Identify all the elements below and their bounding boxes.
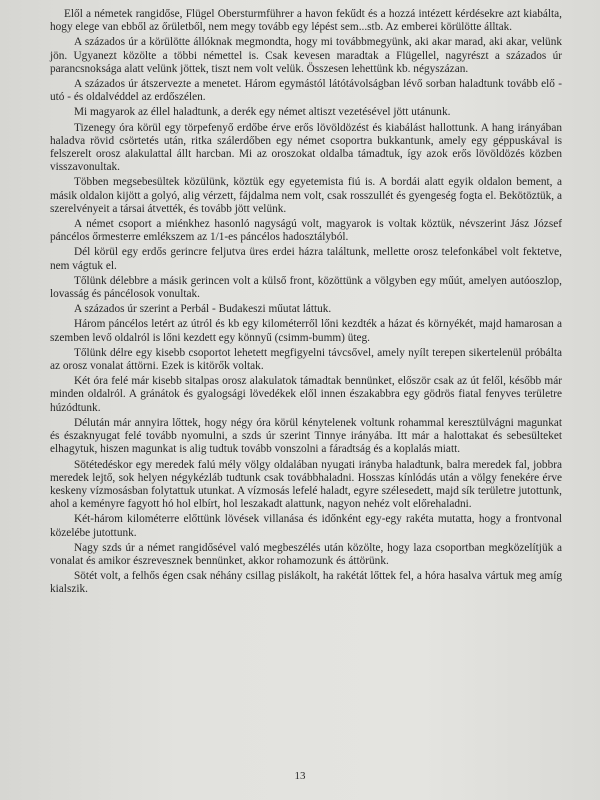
paragraph: Három páncélos letért az útról és kb egy kilométerről lőni kezdték a házat és környékét, majd hamarosan a szemben levő oldalról is lőni kezdett egy könnyű (csimm-bumm) üteg. bbox=[50, 318, 562, 344]
paragraph: Nagy szds úr a német rangidősével való megbeszélés után közölte, hogy laza csoportban megközelítjük a vonalat és amikor észrevesznek bennünket, akkor rohamozunk és áttörünk. bbox=[50, 541, 562, 567]
paragraph: Tizenegy óra körül egy törpefenyő erdőbe érve erős lövöldözést és kiabálást hallottunk. A hang irányában haladva rövid csörtetés után, ritka szálerdőben egy német csoportra bukkantunk, amely egy géppuskával is felszerelt orosz alakulattal állt harcban. Mi az oroszokat oldalba támadtuk, így azok erős lövöldözés közben visszavonultak. bbox=[50, 121, 562, 174]
paragraph: Tőlünk délre egy kisebb csoportot lehetett megfigyelni távcsővel, amely nyílt terepen sikertelenül próbálta az orosz vonalat áttörni. Ezek is kitörők voltak. bbox=[50, 346, 562, 373]
paragraph: Tőlünk délebbre a másik gerincen volt a külső front, közöttünk a völgyben egy műút, amelyen autóoszlop, lovasság és páncélosok vonultak. bbox=[50, 274, 562, 301]
paragraph: Elől a németek rangidőse, Flügel Obersturmführer a havon fekűdt és a hozzá intézett kérdésekre azt kiabálta, hogy elege van ebből az őrületből, nem megy tovább egy lépést sem...stb. Az emberei körülötte álltak. bbox=[50, 8, 562, 34]
paragraph: A német csoport a miénkhez hasonló nagyságú volt, magyarok is voltak köztük, névszerint Jász József páncélos őrmesterre emlékszem az 1/1-es páncélos hadosztályból. bbox=[50, 218, 562, 244]
paragraph: Dél körül egy erdős gerincre feljutva üres erdei házra találtunk, mellette orosz telefonkábel volt fektetve, nem vágtuk el. bbox=[50, 246, 562, 272]
page-number: 13 bbox=[294, 770, 306, 782]
paragraph: Délután már annyira lőttek, hogy négy óra körül kénytelenek voltunk rohammal keresztülvágni magunkat és északnyugat felé tovább nyomulni, a szds úr szerint Tinnye irányába. Itt már a halottakat és sebesülteket elhagytuk, hiszen magunkat is alig tudtuk tovább vonszolni a fáradtság és a koplalás miatt. bbox=[50, 416, 562, 456]
paragraph: Sötétedéskor egy meredek falú mély völgy oldalában nyugati irányba haladtunk, balra meredek fal, jobbra meredek lejtő, sok helyen négykézláb tudtunk csak továbbhaladni. Hosszas kínlódás után a völgy fenekére érve keskeny vízmosásban folytattuk utunkat. A vízmosás lefelé haladt, egyre szélesedett, majd sík területre jutottunk, ahol a keményre fagyott hó hol elbírt, hol leszakadt alattunk, nagyon nehéz volt előrehaladni. bbox=[50, 458, 562, 511]
body-text bbox=[50, 8, 562, 599]
paragraph: A százados úr szerint a Perbál - Budakeszi műutat láttuk. bbox=[74, 303, 332, 316]
paragraph: Mi magyarok az éllel haladtunk, a derék egy német altiszt vezetésével jött utánunk. bbox=[74, 106, 451, 119]
paragraph: Két-három kilométerre előttünk lövések villanása és időnként egy-egy rakéta mutatta, hogy a frontvonal közelébe jutottunk. bbox=[50, 513, 562, 539]
paragraph: A százados úr átszervezte a menetet. Három egymástól látótávolságban lévő sorban haladtunk tovább elő - utó - és oldalvéddel az erdőszélen. bbox=[50, 78, 562, 104]
paragraph: Többen megsebesültek közülünk, köztük egy egyetemista fiú is. A bordái alatt egyik oldalon bement, a másik oldalon kijött a golyó, alig vérzett, fájdalma nem volt, csak rosszullét és gyengeség fogta el. Bekötöztük, a szerelvényeit a társai átvették, és tovább jött velünk. bbox=[50, 176, 562, 215]
paragraph: Két óra felé már kisebb sitalpas orosz alakulatok támadtak bennünket, először csak az út felől, később már minden oldalról. A gránátok és gyalogsági lövedékek elől innen északabbra egy gödrös fiatal fenyves területre húzódtunk. bbox=[50, 375, 562, 414]
paragraph: Sötét volt, a felhős égen csak néhány csillag pislákolt, ha rakétát lőttek fel, a hóra hasalva vártuk meg amíg kialszik. bbox=[50, 570, 562, 596]
paragraph: A százados úr a körülötte állóknak megmondta, hogy mi továbbmegyünk, aki akar marad, aki akar, velünk jön. Ugyanezt közölte a többi némettel is. Csak kevesen maradtak a Flügellel, nagyrészt a százados úr parancsnoksága alatt velünk jöttek, tiszt nem volt velük. Összesen lehettünk kb. négyszázan. bbox=[50, 36, 562, 75]
